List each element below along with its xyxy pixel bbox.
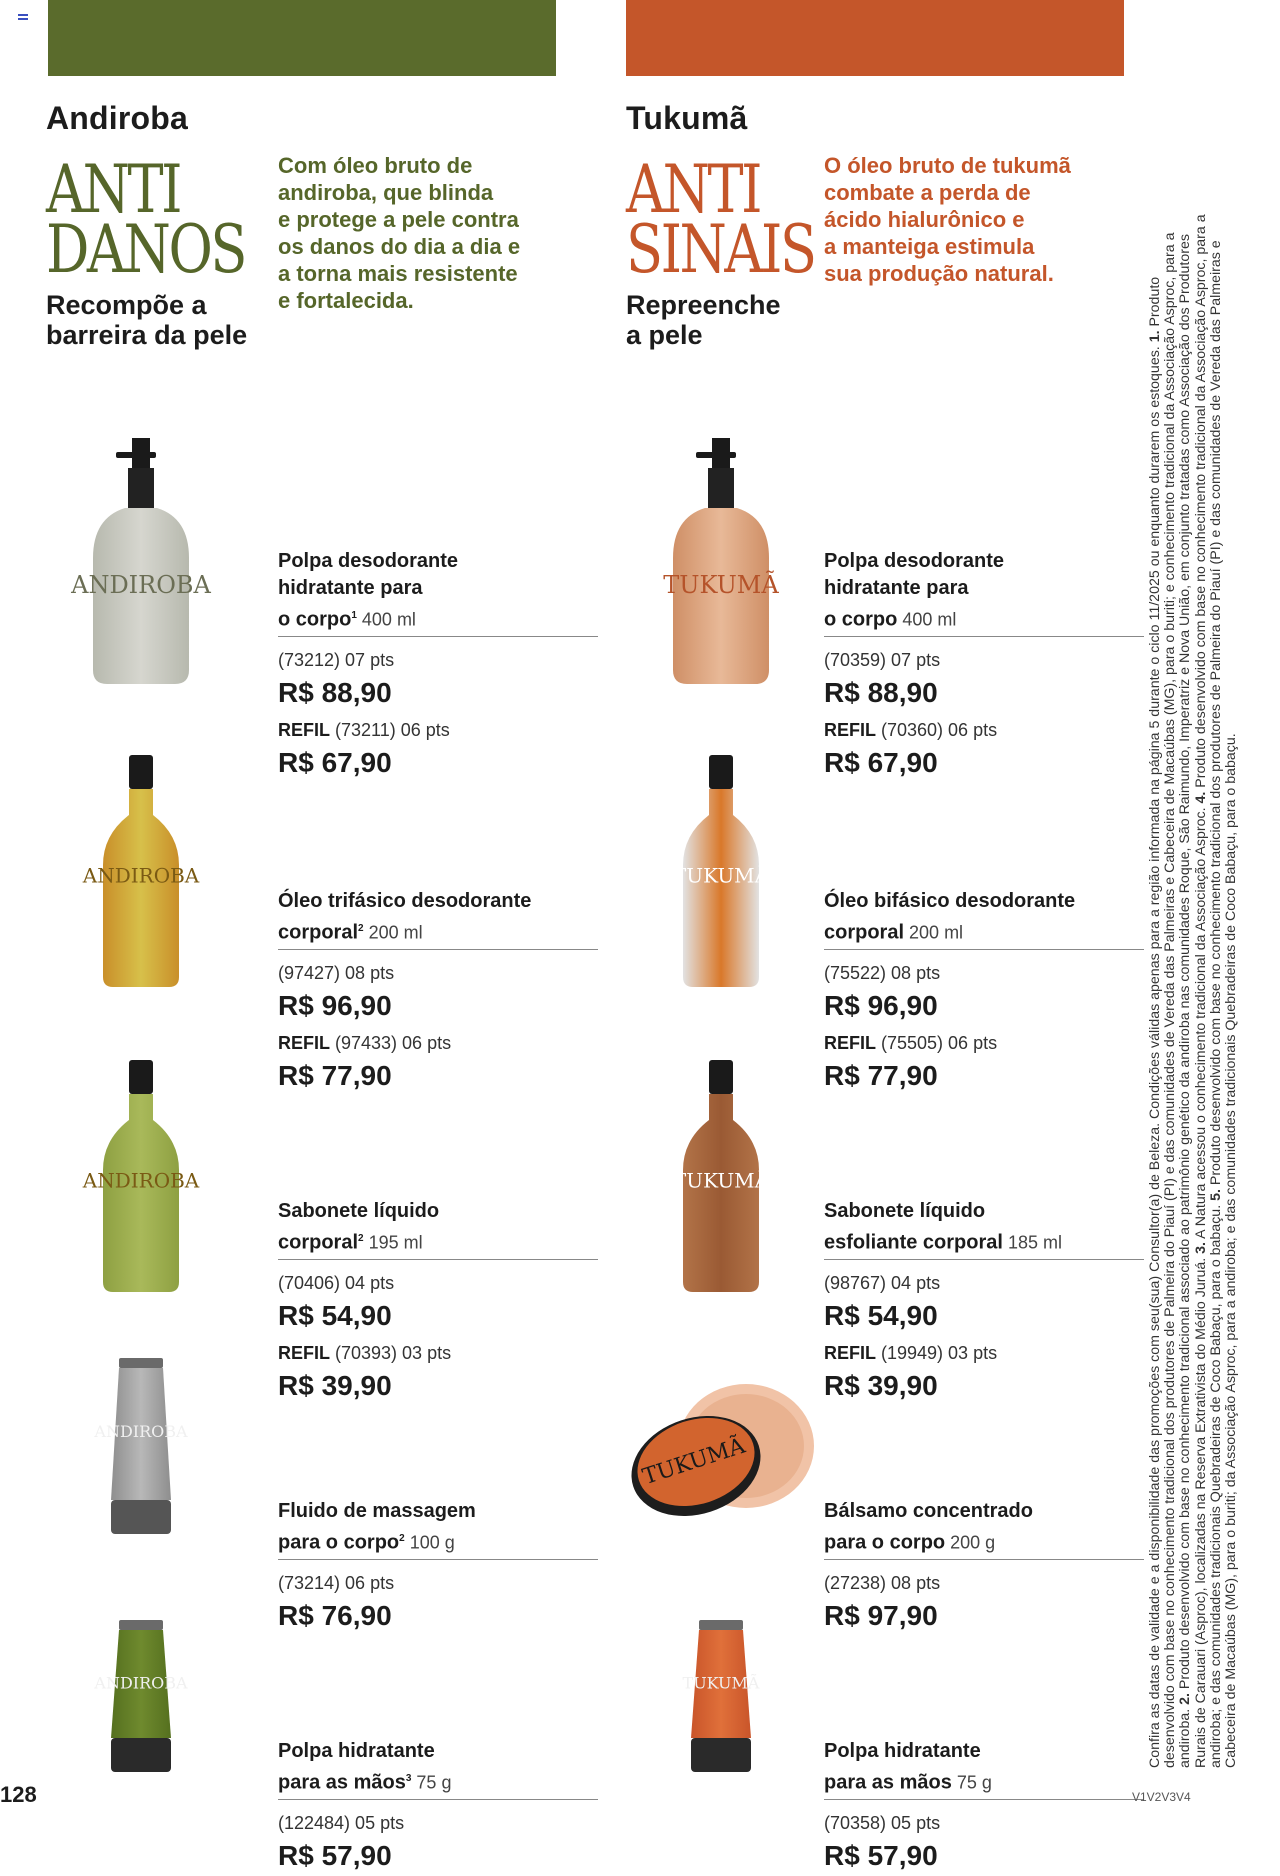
product-name: Polpa hidratante para as mãos$^3$ 75 g [278, 1740, 452, 1794]
product-price: R$ 97,90 [824, 1599, 938, 1631]
product-image [46, 1358, 236, 1534]
product-info [824, 1198, 1144, 1406]
edition-code: V1V2V3V4 [1132, 1790, 1191, 1804]
footnote-ref: 1 [351, 610, 357, 621]
claim-headline: ANTI DANOS [46, 151, 245, 288]
product-size: 400 ml [897, 609, 957, 630]
andiroba-color-bar [48, 0, 556, 76]
andiroba-section [46, 100, 606, 1871]
tukuma-color-bar [626, 0, 1124, 76]
soap-bottle-icon [46, 1060, 236, 1292]
product-image [626, 1358, 816, 1534]
product-size: 200 g [945, 1532, 996, 1553]
footnote-ref: 3 [405, 1773, 412, 1784]
product-code: (73214) 06 pts [278, 1572, 395, 1593]
refill-code: REFIL (70360) 06 pts [824, 719, 998, 740]
bottle-label: ANDIROBA [94, 1422, 188, 1442]
product-info [278, 1738, 598, 1876]
footnote-ref: 2 [358, 1233, 364, 1244]
refill-price: R$ 77,90 [278, 1059, 392, 1091]
product-image [46, 1620, 236, 1772]
product-info [824, 548, 1144, 783]
product-name: Polpa desodorante hidratante para o corpo 400 ml [824, 550, 1005, 631]
product-price: R$ 54,90 [278, 1299, 392, 1331]
intro-text: O óleo bruto de tukumã combate a perda de ácido hialurônico e a manteiga estimula sua produção natural. [824, 153, 1071, 286]
product-info [278, 1498, 598, 1636]
line-title: Tukumã [626, 100, 748, 136]
product-name: Polpa hidratante para as mãos 75 g [824, 1740, 992, 1794]
pump-bottle-icon [626, 438, 816, 684]
product-code: (73212) 07 pts [278, 649, 395, 670]
refill-code: REFIL (19949) 03 pts [824, 1342, 998, 1363]
bottle-label: TUKUMÃ [682, 1673, 760, 1693]
divider [824, 949, 1144, 950]
product-info [278, 888, 598, 1096]
product-price: R$ 88,90 [278, 676, 392, 708]
tube-icon [46, 1358, 236, 1534]
intro-text: Com óleo bruto de andiroba, que blinda e protege a pele contra os danos do dia a dia e a torna mais resistente e fortalecida. [278, 153, 521, 313]
bottle-label: TUKUMÃ [672, 1168, 770, 1193]
refill-code: REFIL (75505) 06 pts [824, 1032, 998, 1053]
hand-cream-tube-icon [626, 1620, 816, 1772]
refill-price: R$ 67,90 [824, 746, 938, 778]
oil-bottle-icon [46, 755, 236, 987]
refill-price: R$ 77,90 [824, 1059, 938, 1091]
oil-bottle-icon [626, 755, 816, 987]
footnote-ref: 2 [358, 923, 364, 934]
line-title: Andiroba [46, 100, 189, 136]
page-number: 128 [0, 1782, 37, 1807]
product-info [278, 1198, 598, 1406]
divider [278, 1259, 598, 1260]
bottle-label: ANDIROBA [82, 863, 200, 888]
refill-code: REFIL (70393) 03 pts [278, 1342, 452, 1363]
divider [278, 949, 598, 950]
product-image [626, 755, 816, 987]
bottle-label: TUKUMÃ [639, 1433, 749, 1491]
product-code: (97427) 08 pts [278, 962, 395, 983]
bottle-label: TUKUMÃ [672, 863, 770, 888]
product-size: 75 g [951, 1772, 992, 1793]
refill-code: REFIL (97433) 06 pts [278, 1032, 452, 1053]
product-info [824, 1738, 1144, 1876]
product-size: 400 ml [356, 609, 416, 630]
product-code: (70359) 07 pts [824, 649, 941, 670]
product-code: (27238) 08 pts [824, 1572, 941, 1593]
product-name: Sabonete líquido corporal$^2$ 195 ml [278, 1200, 440, 1254]
product-size: 100 g [404, 1532, 455, 1553]
pump-bottle-icon [46, 438, 236, 684]
product-name: Óleo bifásico desodorante corporal 200 ml [824, 890, 1076, 944]
soap-bottle-icon [626, 1060, 816, 1292]
product-image [46, 1060, 236, 1292]
product-name: Bálsamo concentrado para o corpo 200 g [824, 1500, 1033, 1554]
product-size: 75 g [411, 1772, 452, 1793]
benefit-subtitle: Recompõe a barreira da pele [46, 290, 248, 350]
product-info [824, 1498, 1144, 1636]
product-name: Polpa desodorante hidratante para o corpo$^1$ 400 ml [278, 550, 459, 631]
product-info [278, 548, 598, 783]
divider [278, 1799, 598, 1800]
product-price: R$ 57,90 [824, 1839, 938, 1871]
product-price: R$ 88,90 [824, 676, 938, 708]
refill-price: R$ 39,90 [278, 1369, 392, 1401]
product-name: Sabonete líquido esfoliante corporal 185 ml [824, 1200, 1062, 1254]
menu-icon[interactable] [18, 14, 28, 22]
divider [824, 636, 1144, 637]
legal-disclaimer: Confira as datas de validade e a disponibilidade das promoções com seu(sua) Consultor(a) de Beleza. Condições válidas apenas para a região informada na página 5 durante o ciclo 11/2025 ou enquanto durarem os estoques. 1. Produto desenvolvido com base no conhecimento tradicional dos produtores de Palmeira do Piauí (PI) e das comunidades de Vereda das Palmeiras e Cabeceira de Macaúbas (MG), para o buriti; e conhecimento tradicional da Associação Asproc, para a andiroba. 2. Produto desenvolvido com base no conhecimento tradicional associado ao patrimônio genético da andiroba nas comunidades Roque, São Raimundo, Imperatriz e Nova União, em conjunto tratadas como Associação dos Produtores Rurais de Carauari (Asproc), localizadas na Reserva Extrativista do Médio Juruá. 3. A Natura acessou o conhecimento tradicional da Associação Asproc. 4. Produto desenvolvido com base no conhecimento tradicional da Associação Asproc, para a andiroba; e das comunidades tradicionais Quebradeiras de Coco Babaçu, para o babaçu. 5. Produto desenvolvido com base no conhecimento tradicional dos produtores de Palmeira do Piauí (PI) e das comunidades de Vereda das Palmeiras e Cabeceira de Macaúbas (MG), para o buriti; da Associação Asproc, para a andiroba; e das comunidades tradicionais Quebradeiras de Coco Babaçu, para o babaçu. [1147, 214, 1240, 1768]
product-price: R$ 96,90 [278, 989, 392, 1021]
product-code: (70406) 04 pts [278, 1272, 395, 1293]
hand-cream-tube-icon [46, 1620, 236, 1772]
bottle-label: ANDIROBA [94, 1673, 188, 1693]
product-image [46, 755, 236, 987]
footnote-ref: 2 [399, 1533, 405, 1544]
product-name: Fluido de massagem para o corpo$^2$ 100 g [278, 1500, 476, 1554]
product-code: (70358) 05 pts [824, 1812, 941, 1833]
divider [824, 1259, 1144, 1260]
product-price: R$ 76,90 [278, 1599, 392, 1631]
product-price: R$ 57,90 [278, 1839, 392, 1871]
product-size: 200 ml [904, 922, 964, 943]
benefit-subtitle: Repreenche a pele [626, 290, 781, 350]
product-size: 185 ml [1002, 1232, 1062, 1253]
refill-code: REFIL (73211) 06 pts [278, 719, 450, 740]
refill-price: R$ 39,90 [824, 1369, 938, 1401]
product-info [824, 888, 1144, 1096]
product-code: (122484) 05 pts [278, 1812, 405, 1833]
product-price: R$ 96,90 [824, 989, 938, 1021]
divider [824, 1559, 1144, 1560]
claim-headline: ANTI SINAIS [626, 151, 815, 288]
bottle-label: ANDIROBA [71, 570, 211, 599]
product-image [626, 1620, 816, 1772]
product-size: 195 ml [363, 1232, 423, 1253]
divider [824, 1799, 1144, 1800]
refill-price: R$ 67,90 [278, 746, 392, 778]
balm-jar-icon [626, 1358, 816, 1534]
bottle-label: TUKUMÃ [663, 570, 779, 599]
bottle-label: ANDIROBA [82, 1168, 200, 1193]
product-price: R$ 54,90 [824, 1299, 938, 1331]
product-code: (75522) 08 pts [824, 962, 941, 983]
divider [278, 636, 598, 637]
product-code: (98767) 04 pts [824, 1272, 941, 1293]
product-size: 200 ml [363, 922, 423, 943]
product-name: Óleo trifásico desodorante corporal$^2$ 200 ml [278, 890, 532, 944]
product-image [626, 1060, 816, 1292]
product-image [46, 438, 236, 684]
divider [278, 1559, 598, 1560]
product-image [626, 438, 816, 684]
